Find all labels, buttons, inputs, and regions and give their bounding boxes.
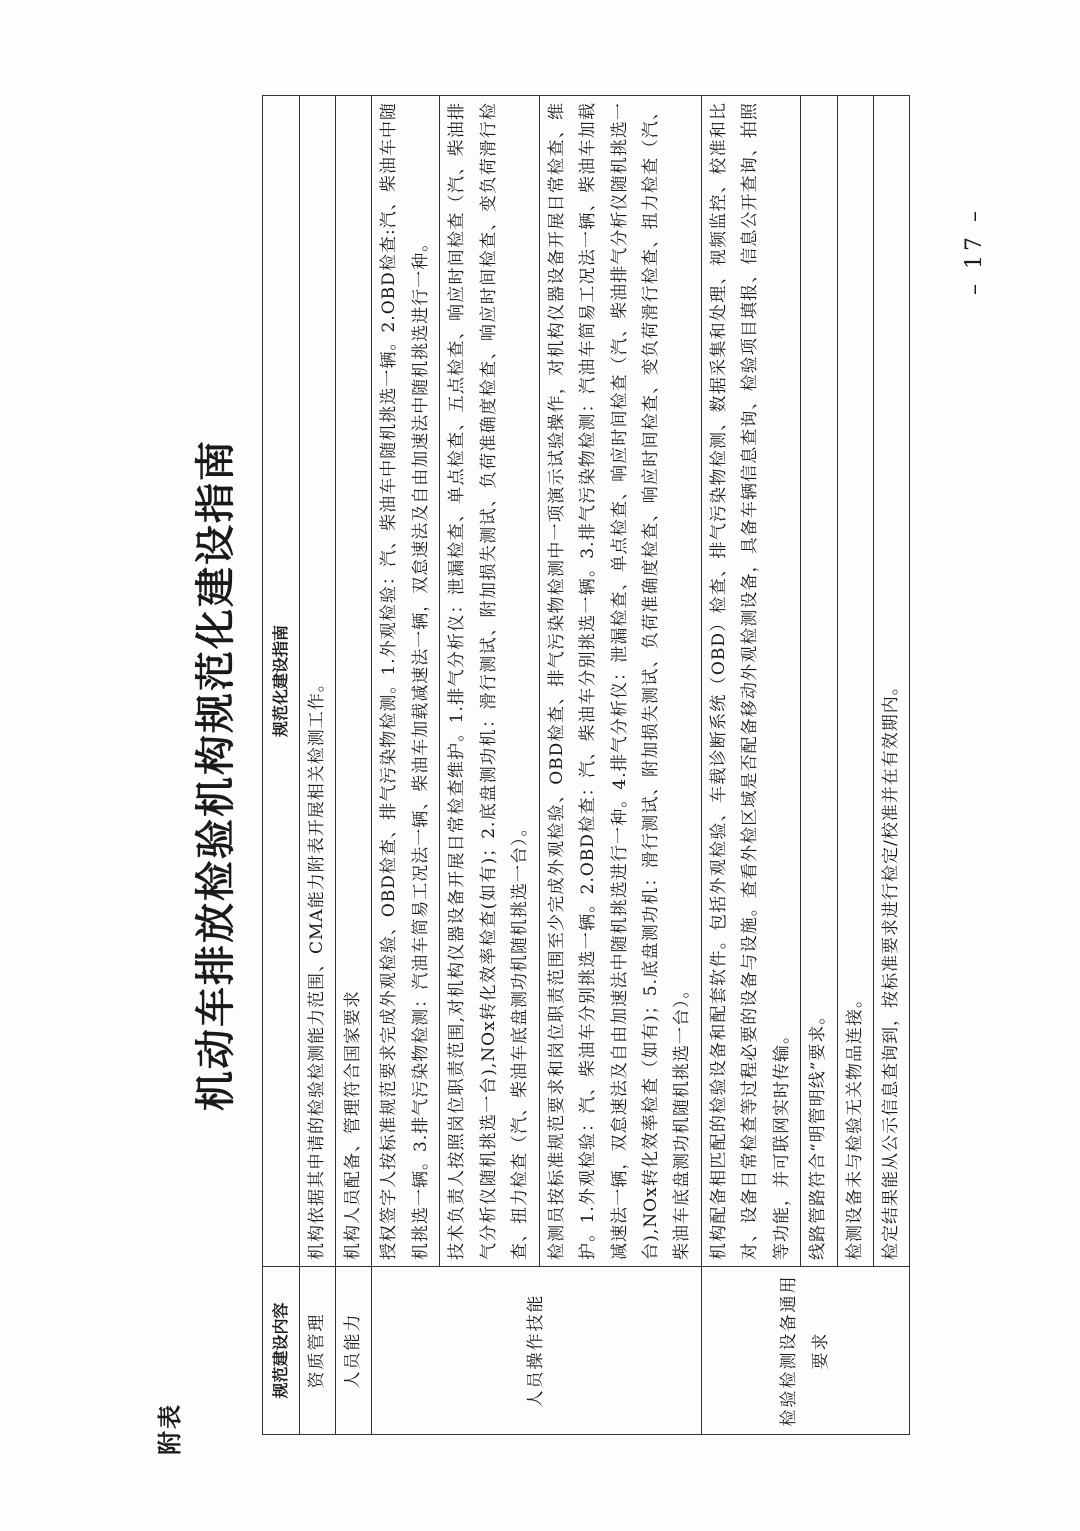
table-row: [299, 96, 335, 1435]
column-header-guide: 规范化建设指南: [263, 96, 300, 1267]
row-text: 机构人员配备、管理符合国家要求: [336, 96, 372, 1267]
table-row: [372, 96, 440, 1435]
annex-label: 附表: [156, 1403, 184, 1455]
column-header-content: 规范建设内容: [263, 1267, 300, 1435]
row-text: 授权签字人按标准规范要求完成外观检验、OBD检查、排气污染物检测。1.外观检验：汽、柴油车中随机挑选一辆。2.OBD检查:汽、柴油车中随机挑选一辆。3.排气污染物检测：汽油车简易工况法一辆、柴油车加载减速法一辆，双怠速法及自由加速法中随机挑选进行一种。: [372, 96, 440, 1267]
row-text: 检测设备未与检验无关物品连接。: [837, 96, 873, 1267]
row-category: 资质管理: [299, 1267, 335, 1435]
table-row: [440, 96, 539, 1435]
table-row: [837, 96, 873, 1435]
table-row: [336, 96, 372, 1435]
row-text: 技术负责人按照岗位职责范围,对机构仪器设备开展日常检查维护。1.排气分析仪：泄漏检查、单点检查、五点检查、响应时间检查（汽、柴油排气分析仪随机挑选一台),NOx转化效率检查(如有)；2.底盘测功机：滑行测试、附加损失测试、负荷准确度检查、响应时间检查、变负荷滑行检查、扭力检查（汽、柴油车底盘测功机随机挑选一台）。: [440, 96, 539, 1267]
row-text: 检测员按标准规范要求和岗位职责范围至少完成外观检验、OBD检查、排气污染物检测中一项演示试验操作，对机构仪器设备开展日常检查、维护。1.外观检验：汽、柴油车分别挑选一辆。2.OBD检查：汽、柴油车分别挑选一辆。3.排气污染物检测：汽油车简易工况法一辆、柴油车加载减速法一辆，双怠速法及自由加速法中随机挑选进行一种。4.排气分析仪：泄漏检查、单点检查、响应时间检查（汽、柴油排气分析仪随机挑选一台),NOx转化效率检查（如有)；5.底盘测功机：滑行测试、附加损失测试、负荷准确度检查、响应时间检查、变负荷滑行检查、扭力检查（汽、柴油车底盘测功机随机挑选一台）。: [539, 96, 701, 1267]
row-text: 机构依据其申请的检验检测能力范围、CMA能力附表开展相关检测工作。: [299, 96, 335, 1267]
row-category: 人员能力: [336, 1267, 372, 1435]
table-row: [701, 96, 800, 1435]
guideline-table: [262, 95, 910, 1435]
row-category: 检验检测设备通用要求: [701, 1267, 910, 1435]
table-row: [539, 96, 701, 1435]
rotated-page-content: [150, 75, 1050, 1475]
row-category: 人员操作技能: [372, 1267, 701, 1435]
table-header-row: [263, 96, 300, 1435]
row-text: 检定结果能从公示信息查询到，按标准要求进行检定/校准并在有效期内。: [874, 96, 910, 1267]
table-row: [801, 96, 837, 1435]
row-text: 机构配备相匹配的检验设备和配套软件。包括外观检验、车载诊断系统（OBD）检查、排气污染物检测、数据采集和处理、视频监控、校准和比对、设备日常检查等过程必要的设备与设施。查看外检区域是否配备移动外观检测设备，具备车辆信息查询、检验项目填报、信息公开查询、拍照等功能，并可联网实时传输。: [701, 96, 800, 1267]
row-text: 线路管路符合“明管明线”要求。: [801, 96, 837, 1267]
document-title: 机动车排放检验机构规范化建设指南: [193, 439, 239, 1111]
page-number: – 17 –: [962, 207, 987, 295]
table-row: [874, 96, 910, 1435]
